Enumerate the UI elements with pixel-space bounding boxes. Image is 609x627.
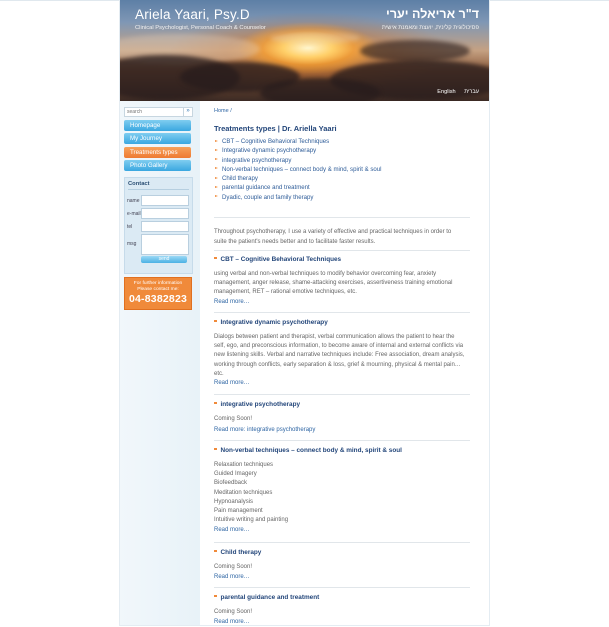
toc-item[interactable] [214, 166, 382, 175]
divider [214, 440, 470, 441]
nav-homepage[interactable]: Homepage [124, 120, 191, 131]
toc-item[interactable] [214, 138, 382, 147]
lang-english-link[interactable]: English [437, 89, 456, 95]
body-line: management, anger release, shame-attacking exercises, assertiveness training emotional [214, 280, 453, 287]
section-title-label: CBT – Cognitive Behavioral Techniques [220, 256, 342, 263]
promo-phone-number[interactable]: 04-8382823 [128, 293, 188, 306]
divider [214, 587, 470, 588]
contact-heading: Contact [128, 181, 150, 187]
body-line: new listening skills. Verbal and narrative techniques include: Free association, dream analysis, [214, 352, 465, 359]
email-label: e-mail [127, 211, 141, 217]
msg-label: msg [127, 241, 137, 247]
section-title-integrative-dynamic[interactable] [214, 319, 328, 326]
bullet-arrow-icon [215, 158, 218, 160]
bullet-square-icon [214, 448, 217, 451]
toc-item[interactable] [214, 194, 382, 203]
bullet-square-icon [214, 257, 217, 260]
body-line: etc. [214, 370, 224, 377]
message-field[interactable] [141, 234, 189, 255]
bullet-square-icon [214, 595, 217, 598]
breadcrumb[interactable]: Home / [214, 108, 232, 114]
section-title-parental-guidance[interactable] [214, 594, 319, 601]
body-line: Dialogs between patient and therapist, verbal communication allows the patient to hear the [214, 334, 455, 340]
lang-hebrew-link[interactable]: עברית [464, 89, 479, 95]
bullet-square-icon [214, 550, 217, 553]
search-button[interactable]: » [183, 108, 192, 116]
toc-item-label: integrative psychotherapy [222, 156, 292, 164]
read-more-link[interactable]: Read more: integrative psychotherapy [214, 427, 316, 434]
section-body [214, 461, 468, 536]
site-title-en[interactable]: Ariela Yaari, Psy.D [135, 7, 250, 22]
treatments-toc [214, 138, 382, 203]
section-body [214, 563, 468, 582]
nav-my-journey[interactable]: My Journey [124, 133, 191, 144]
body-line: working through conflicts, early separation & loss, grief & mourning, physical & mental pain… [214, 361, 461, 368]
nav-treatments-types[interactable]: Treatments types [124, 147, 191, 158]
read-more-link[interactable]: Read more… [214, 380, 250, 387]
section-title-label: parental guidance and treatment [220, 594, 320, 601]
body-line: Meditation techniques [214, 489, 273, 496]
body-line: Coming Soon! [214, 416, 253, 422]
bullet-arrow-icon [215, 177, 218, 179]
bullet-arrow-icon [215, 195, 218, 197]
section-title-label: Integrative dynamic psychotherapy [220, 319, 328, 326]
email-field[interactable] [141, 208, 189, 219]
toc-item-label: CBT – Cognitive Behavioral Techniques [222, 138, 330, 145]
name-field[interactable] [141, 195, 189, 206]
body-line: Guided Imagery [214, 471, 257, 478]
read-more-link[interactable]: Read more… [214, 527, 250, 534]
read-more-link[interactable]: Read more… [214, 574, 250, 581]
body-line: Relaxation techniques [214, 462, 274, 468]
contact-divider [128, 189, 189, 190]
sidebar [120, 101, 200, 625]
divider [214, 394, 470, 395]
intro-paragraph: Throughout psychotherapy, I use a variety of effective and practical techniques in order to suite the patient's needs better and to facilitate faster results. [214, 229, 452, 245]
body-line: Coming Soon! [214, 564, 253, 570]
toc-item-label: Child therapy [222, 175, 258, 183]
bullet-arrow-icon [215, 167, 218, 169]
toc-item[interactable] [214, 175, 382, 184]
body-line: self, ego, and preconscious information, to become aware of internal and external conflicts via [214, 343, 464, 350]
site-tagline-en: Clinical Psychologist, Personal Coach & Counselor [135, 25, 266, 31]
contact-form [124, 177, 193, 274]
site-title-he[interactable]: ד"ר אריאלה יערי [386, 7, 479, 21]
toc-item[interactable] [214, 147, 382, 156]
section-body [214, 270, 468, 307]
toc-item[interactable] [214, 157, 382, 166]
promo-line-2: Please contact me: [137, 286, 179, 292]
bullet-arrow-icon [215, 140, 218, 142]
section-title-label: Child therapy [220, 549, 262, 556]
promo-line-1: For further information [133, 281, 183, 286]
search-input[interactable] [125, 109, 184, 116]
section-body [214, 608, 468, 627]
body-line: management, RET – rational emotive techniques, etc. [214, 289, 357, 296]
tel-field[interactable] [141, 221, 189, 232]
divider [214, 250, 470, 251]
section-title-child-therapy[interactable] [214, 549, 261, 556]
toc-item-label: Integrative dynamic psychotherapy [222, 147, 317, 155]
divider [214, 312, 470, 313]
section-title-cbt[interactable] [214, 256, 341, 263]
search-box [124, 107, 193, 117]
page-title: Treatments types | Dr. Ariella Yaari [214, 124, 337, 133]
bullet-arrow-icon [215, 186, 218, 188]
toc-item[interactable] [214, 184, 382, 193]
name-label: name [127, 198, 140, 204]
header-banner [120, 0, 489, 101]
section-title-non-verbal[interactable] [214, 447, 402, 454]
phone-promo-box [124, 277, 192, 310]
section-title-label: integrative psychotherapy [220, 401, 301, 408]
read-more-link[interactable]: Read more… [214, 298, 250, 305]
main-nav [124, 120, 191, 173]
toc-item-label: parental guidance and treatment [222, 184, 310, 192]
site-tagline-he: פסיכולוגית קלינית, יועצת ומאמנת אישית [381, 25, 479, 31]
section-title-integrative[interactable] [214, 401, 300, 408]
read-more-link[interactable]: Read more… [214, 619, 250, 626]
tel-label: tel [127, 224, 133, 230]
divider [214, 542, 470, 543]
bullet-square-icon [214, 402, 217, 405]
body-line: Intuitive writing and painting [214, 517, 289, 524]
body-line: Biofeedback [214, 480, 248, 487]
divider [214, 217, 470, 218]
language-switcher [430, 89, 479, 95]
bullet-arrow-icon [215, 149, 218, 151]
body-line: using verbal and non-verbal techniques to modify behavior overcoming fear, anxiety [214, 271, 437, 277]
bullet-square-icon [214, 320, 217, 323]
toc-item-label: Dyadic, couple and family therapy [222, 193, 314, 201]
send-button[interactable]: send [141, 256, 187, 263]
body-line: Coming Soon! [214, 609, 253, 615]
section-body [214, 415, 468, 435]
body-line: Hypnoanalysis [214, 498, 254, 505]
section-body [214, 333, 468, 388]
nav-photo-gallery[interactable]: Photo Gallery [124, 160, 191, 171]
toc-item-label: Non-verbal techniques – connect body & mind, spirit & soul [222, 165, 382, 173]
body-line: Pain management [214, 508, 263, 515]
page-container [120, 0, 489, 625]
section-title-label: Non-verbal techniques – connect body & mind, spirit & soul [220, 447, 402, 454]
